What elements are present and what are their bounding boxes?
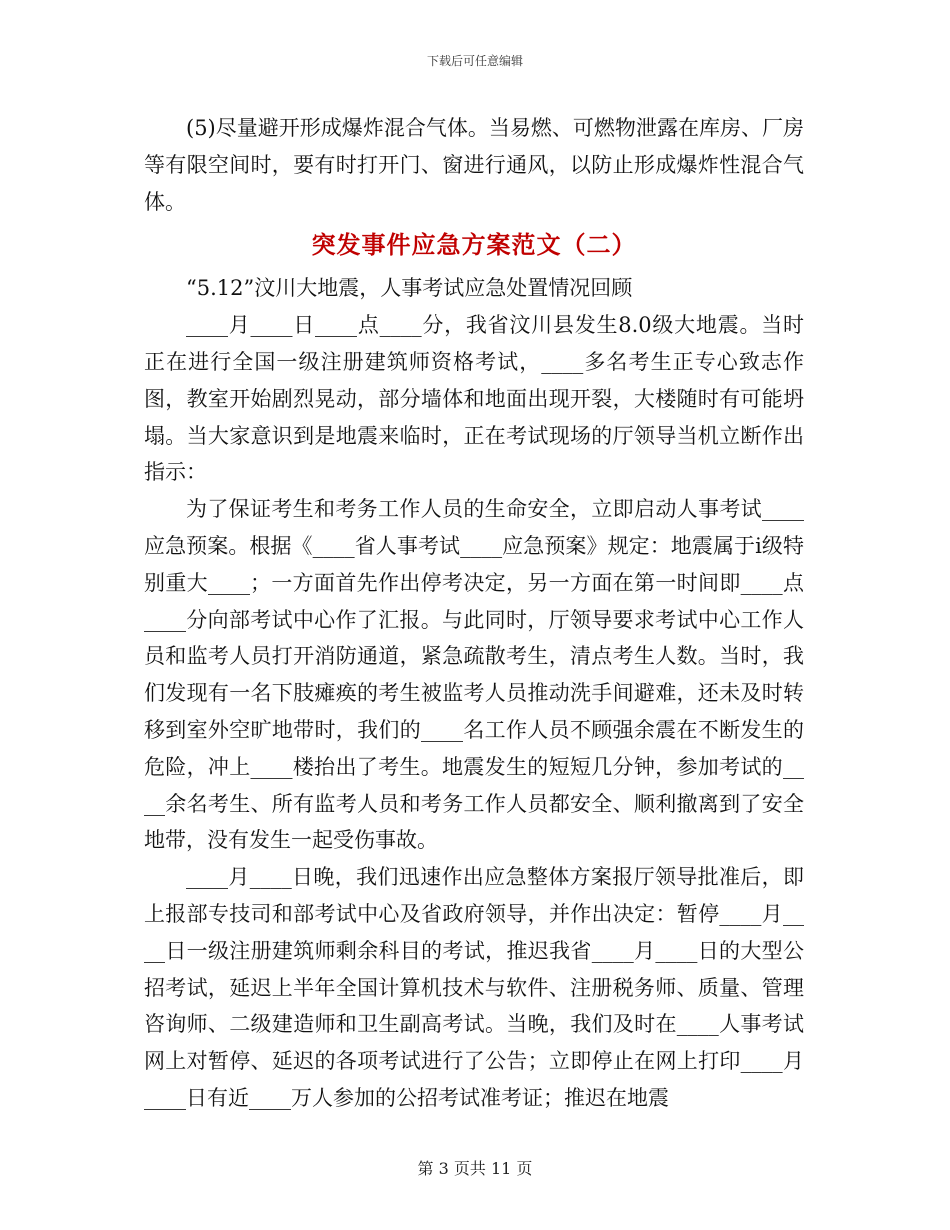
page-footer: 第 3 页共 11 页 bbox=[417, 1159, 533, 1178]
subtitle-paragraph: “5.12”汶川大地震，人事考试应急处置情况回顾 bbox=[186, 276, 633, 301]
page-header: 下载后可任意编辑 bbox=[426, 54, 523, 68]
body-paragraph: ____月____日____点____分，我省汶川县发生8.0级大地震。当时正在进行全国一级注册建筑师资格考试，____多名考生正专心致志作图，教室开始剧烈晃动，部分墙体和地面出现开裂，大楼随时有可能坍塌。当大家意识到是地震来临时，正在考试现场的厅领导当机立断作出指示： bbox=[144, 313, 804, 485]
document-body bbox=[144, 110, 804, 1117]
intro-paragraph: (5)尽量避开形成爆炸混合气体。当易燃、可燃物泄露在库房、厂房等有限空间时，要有时打开门、窗进行通风，以防止形成爆炸性混合气体。 bbox=[144, 116, 804, 214]
body-paragraph: ____月____日晚，我们迅速作出应急整体方案报厅领导批准后，即上报部专技司和部考试中心及省政府领导，并作出决定：暂停____月____日一级注册建筑师剩余科目的考试，推迟我省____月____日的大型公招考试，延迟上半年全国计算机技术与软件、注册税务师、质量、管理咨询师、二级建造师和卫生副高考试。当晚，我们及时在____人事考试网上对暂停、延迟的各项考试进行了公告；立即停止在网上打印____月____日有近____万人参加的公招考试准考证；推迟在地震 bbox=[144, 865, 804, 1110]
section-title: 突发事件应急方案范文（二） bbox=[311, 230, 637, 260]
body-paragraph: 为了保证考生和考务工作人员的生命安全，立即启动人事考试____应急预案。根据《____省人事考试____应急预案》规定：地震属于ⅰ级特别重大____；一方面首先作出停考决定，另一方面在第一时间即____点____分向部考试中心作了汇报。与此同时，厅领导要求考试中心工作人员和监考人员打开消防通道，紧急疏散考生，清点考生人数。当时，我们发现有一名下肢瘫痪的考生被监考人员推动洗手间避难，还未及时转移到室外空旷地带时，我们的____名工作人员不顾强余震在不断发生的危险，冲上____楼抬出了考生。地震发生的短短几分钟，参加考试的____余名考生、所有监考人员和考务工作人员都安全、顺利撤离到了安全地带，没有发生一起受伤事故。 bbox=[144, 497, 804, 853]
